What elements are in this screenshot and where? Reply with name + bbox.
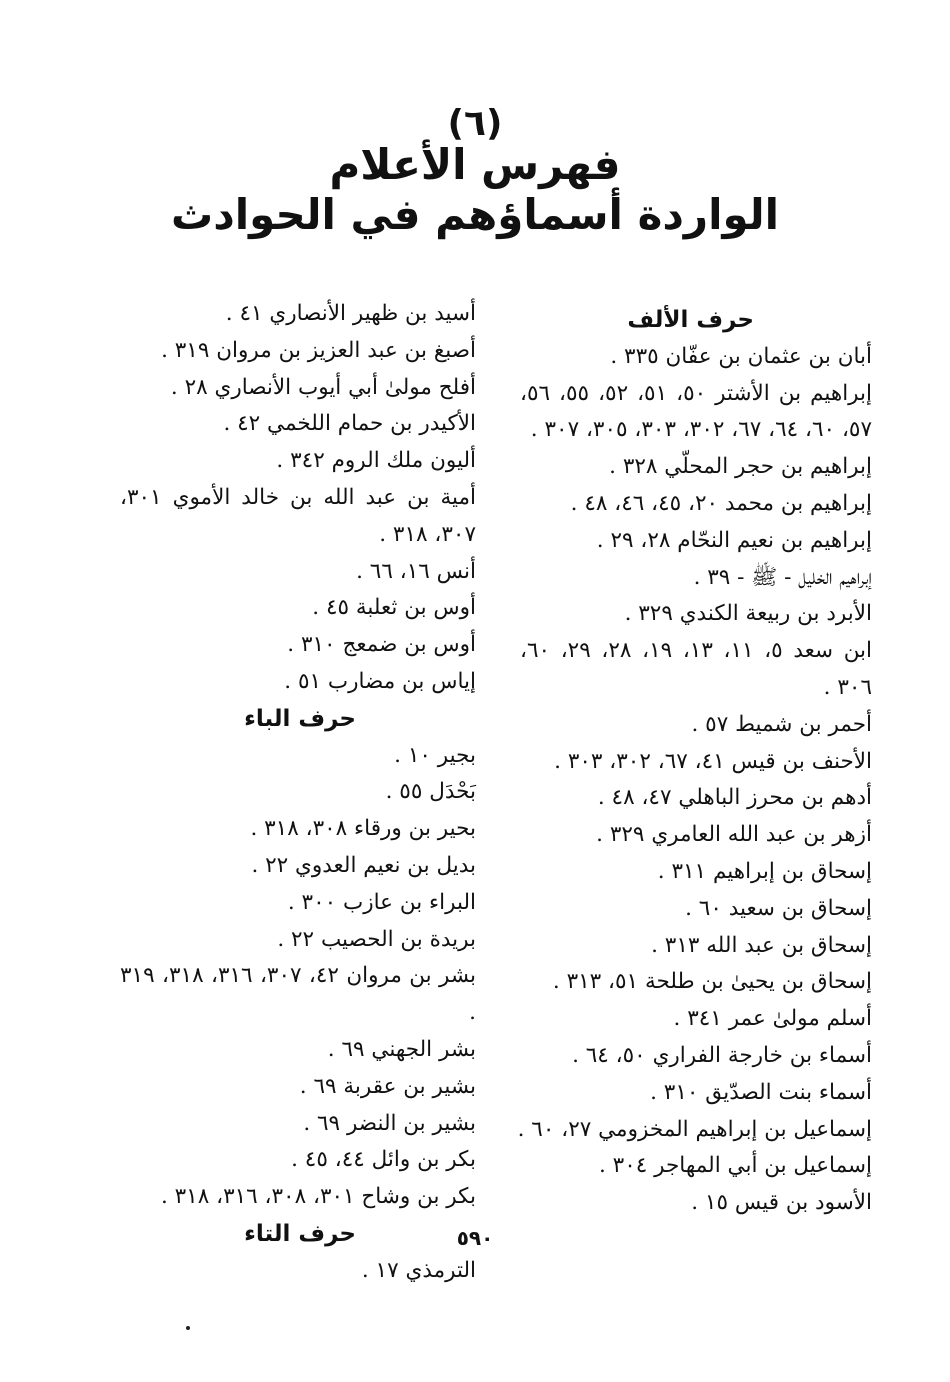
index-entry: إبراهيم بن محمد ٢٠، ٤٥، ٤٦، ٤٨ .: [570, 490, 872, 516]
index-entry: أزهر بن عبد الله العامري ٣٢٩ .: [596, 822, 872, 848]
index-entry: أليون ملك الروم ٣٤٢ .: [276, 448, 476, 474]
index-entry: بشير بن عقربة ٦٩ .: [299, 1073, 476, 1099]
index-entry: بشر بن مروان ٤٢، ٣٠٧، ٣١٦، ٣١٨، ٣١٩ .: [120, 963, 476, 1026]
index-entry: إبراهيم بن الأشتر ٥٠، ٥١، ٥٢، ٥٥، ٥٦، ٥٧، ٦٠، ٦٤، ٦٧، ٣٠٢، ٣٠٣، ٣٠٥، ٣٠٧ .: [520, 380, 872, 443]
index-entry: أدهم بن محرز الباهلي ٤٧، ٤٨ .: [597, 785, 872, 811]
section-heading: حرف التاء: [244, 1220, 356, 1247]
index-entry: إسحاق بن يحيىٰ بن طلحة ٥١، ٣١٣ .: [552, 969, 872, 995]
index-entry: أنس ١٦، ٦٦ .: [356, 558, 476, 584]
index-entry: أوس بن ضمعج ٣١٠ .: [287, 632, 476, 658]
index-entry: بشير بن النضر ٦٩ .: [303, 1110, 476, 1136]
index-entry: أسلم مولىٰ عمر ٣٤١ .: [673, 1006, 872, 1032]
index-entry: إياس بن مضارب ٥١ .: [284, 668, 476, 694]
index-entry: بكر بن وائل ٤٤، ٤٥ .: [291, 1147, 476, 1173]
index-entry: إبراهيم بن نعيم النحّام ٢٨، ٢٩ .: [596, 527, 872, 553]
index-entry: إسحاق بن إبراهيم ٣١١ .: [657, 858, 872, 884]
index-entry: إسماعيل بن أبي المهاجر ٣٠٤ .: [598, 1153, 872, 1179]
index-entry: أفلح مولىٰ أبي أيوب الأنصاري ٢٨ .: [170, 374, 476, 400]
index-entry: إسحاق بن عبد الله ٣١٣ .: [651, 932, 872, 958]
index-entry: إسماعيل بن إبراهيم المخزومي ٢٧، ٦٠ .: [517, 1116, 872, 1142]
index-entry: بديل بن نعيم العدوي ٢٢ .: [251, 852, 476, 878]
index-entry: بَحْدَل ٥٥ .: [385, 779, 476, 805]
index-entry: بجير ١٠ .: [394, 742, 476, 768]
right-column: [517, 302, 873, 1222]
index-entry: الأكيدر بن حمام اللخمي ٤٢ .: [223, 411, 476, 437]
index-entry: أسماء بنت الصدّيق ٣١٠ .: [650, 1079, 872, 1105]
index-entry: إبراهيم الخليل - ﷺ - ٣٩ .: [693, 564, 872, 590]
index-entry: أصبغ بن عبد العزيز بن مروان ٣١٩ .: [161, 337, 476, 363]
index-entry: الأسود بن قيس ١٥ .: [691, 1190, 872, 1216]
index-title: فهرس الأعلام: [329, 140, 621, 189]
index-entry: أسيد بن ظهير الأنصاري ٤١ .: [225, 301, 476, 326]
print-speck: [186, 1326, 190, 1330]
index-entry: إبراهيم بن حجر المحلّي ٣٢٨ .: [609, 454, 872, 480]
index-entry: الترمذي ١٧ .: [361, 1257, 476, 1283]
index-entry: أمية بن عبد الله بن خالد الأموي ٣٠١، ٣٠٧، ٣١٨ .: [120, 484, 476, 547]
index-entry: الأبرد بن ربيعة الكندي ٣٢٩ .: [624, 601, 872, 627]
index-entry: ابن سعد ٥، ١١، ١٣، ١٩، ٢٨، ٢٩، ٦٠، ٣٠٦ .: [520, 638, 873, 700]
index-number: (٦): [447, 103, 503, 144]
index-entry: البراء بن عازب ٣٠٠ .: [287, 889, 476, 915]
index-entry: بكر بن وشاح ٣٠١، ٣٠٨، ٣١٦، ٣١٨ .: [160, 1184, 476, 1210]
index-entry: الأحنف بن قيس ٤١، ٦٧، ٣٠٢، ٣٠٣ .: [554, 748, 872, 774]
index-entry: أسماء بن خارجة الفراري ٥٠، ٦٤ .: [572, 1042, 872, 1068]
page-number: ٥٩٠: [456, 1226, 494, 1250]
left-column: [120, 296, 476, 1290]
section-heading: حرف الباء: [244, 705, 356, 732]
section-heading: حرف الألف: [627, 307, 754, 333]
index-entry: أوس بن ثعلبة ٤٥ .: [312, 595, 476, 621]
index-entry: بريدة بن الحصيب ٢٢ .: [277, 926, 476, 952]
index-entry: أبان بن عثمان بن عفّان ٣٣٥ .: [610, 343, 872, 369]
index-entry: بشر الجهني ٦٩ .: [327, 1036, 476, 1062]
index-entry: بحير بن ورقاء ٣٠٨، ٣١٨ .: [250, 816, 476, 842]
index-subtitle: الواردة أسماؤهم في الحوادث: [171, 190, 779, 239]
index-entry: أحمر بن شميط ٥٧ .: [691, 711, 872, 737]
index-entry: إسحاق بن سعيد ٦٠ .: [685, 895, 872, 921]
